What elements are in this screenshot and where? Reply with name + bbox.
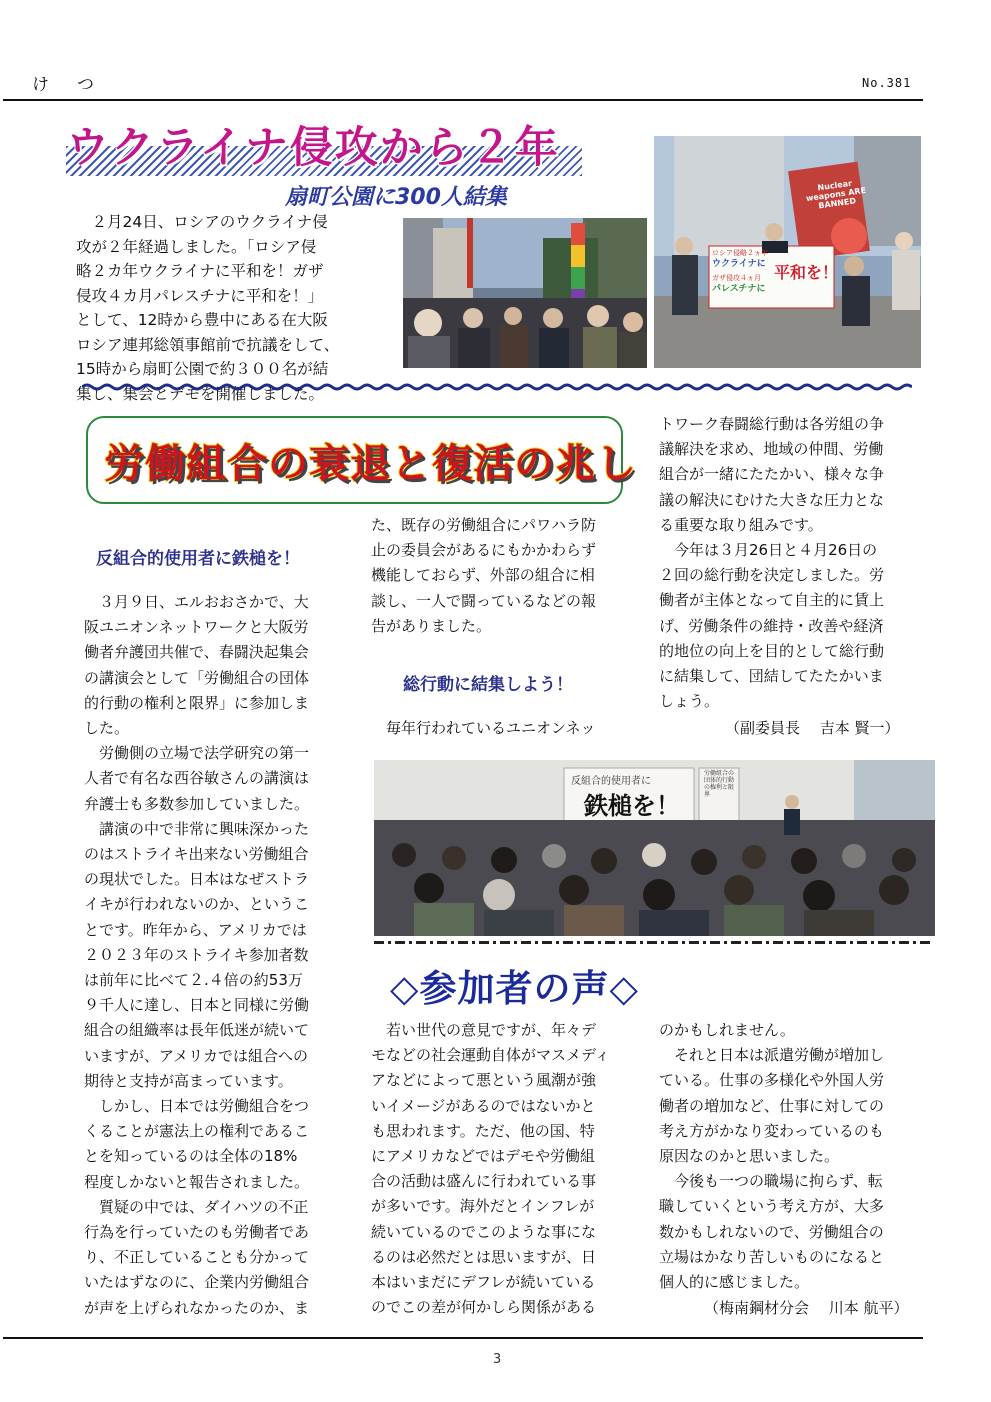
article3-title: ◇参加者の声◇ [390,967,639,1010]
article2-subheading1: 反組合的使用者に鉄槌を！ [96,549,300,569]
newsletter-name: けつ [32,75,122,95]
article2-signature: （副委員長 吉本 賢一） [725,719,900,737]
article2-column2-cont: 毎年行われているユニオンネッ [371,719,596,737]
banner-line2: ウクライナに [712,259,766,269]
page-number: 3 [493,1352,502,1367]
footer-rule [3,1337,923,1339]
banner-line3: ガザ侵攻４ヵ月 [712,274,761,282]
meeting-banner-line2: 鉄槌を！ [584,791,680,820]
meeting-photo [374,760,935,936]
article2-column1: ３月９日、エルおおさかで、大 阪ユニオンネットワークと大阪労 働者弁護団共催で、春闘決起集会 の講演会として「労働組合の団体 的行動の権利と限界」に参加しま した。 労働側の立場で法学研究の第一 人者で有名な西谷敏さんの講演は 弁護士も多数参加していました。 講演の中で非常に興味深かった のはストライキ出来ない労働組合 の現状でした。日本はなぜストラ イキが行われないのか、というこ とです。昨年から、アメリカでは ２０２３年のストライキ参加者数 は前年に比べて２.４倍の約53万 ９千人に達し、日本と同様に労働 組合の組織率は長年低迷が続いて いますが、アメリカでは組合への 期待と支持が高まっています。 しかし、日本では労働組合をつ くることが憲法上の権利であるこ とを知っているのは全体の18% 程度しかないと報告されました。 質疑の中では、ダイハツの不正 行為を行っていたのも労働者であ り、不正していることも分かって いたはずなのに、企業内労働組合 が声を上げられなかったのか、ま [84,593,310,1317]
wave-divider [82,383,912,391]
article3-column1: 若い世代の意見ですが、年々デ モなどの社会運動自体がマスメディ アなどによって悪という風潮が強 いイメージがあるのではないかと も思われます。ただ、他の国、特 にアメリカなどではデモや労働組 合の活動は盛んに行われている事 が多いです。海外だとインフレが 続いているのでこのような事にな るのは必然だとは思いますが、日 本はいまだにデフレが続いている のでこの差が何かしら関係がある [371,1021,610,1317]
article2-column3: トワーク春闘総行動は各労組の争 議解決を求め、地域の仲間、労働 組合が一緒にたたかい、様々な争 議の解決にむけた大きな圧力とな る重要な取り組みです。 今年は３月26日と４月26日の ２回の総行動を決定しました。労 働者が主体となって自主的に賃上 げ、労働条件の維持・改善や経済 的地位の向上を目的として総行動 に結集して、団結してたたかいま しょう。 [659,415,885,711]
article2-headline: 労働組合の衰退と復活の兆し [104,441,637,487]
banner-line5: 平和を！ [774,263,839,282]
dash-dot-divider [374,941,934,944]
banner-line4: パレスチナに [712,284,766,294]
nuclear-sign-text: Nuclear weapons ARE BANNED [805,178,867,211]
issue-number: No.381 [862,76,912,90]
article1-title: ウクライナ侵攻から２年 [66,123,560,173]
banner-line1: ロシア侵略２ヵ年 [712,249,768,257]
march-photo [403,218,647,368]
article3-column2: のかもしれません。 それと日本は派遣労働が増加し ている。仕事の多様化や外国人労 働者の増加など、仕事に対しての 考え方がかなり変わっているのも 原因なのかと思いました。 今後も一つの職場に拘らず、転 職していくという考え方が、大多 数かもしれないので、労働組合の 立場はかなり苦しいものになると 個人的に感じました。 [659,1021,885,1292]
meeting-side-banner: 労働組合の団体的行動の権利と限界 [704,770,735,798]
banner-photo [654,136,921,368]
article1-subtitle: 扇町公園に300人結集 [285,185,507,210]
article2-column2: た、既存の労働組合にパワハラ防 止の委員会があるにもかかわらず 機能しておらず、外部の組合に相 談し、一人で闘っているなどの報 告がありました。 [371,516,597,635]
meeting-banner-line1: 反組合的使用者に [571,776,651,787]
article3-signature: （梅南鋼材分会 川本 航平） [704,1299,909,1317]
article2-subheading2: 総行動に結集しよう！ [403,675,573,695]
article1-body: ２月24日、ロシアのウクライナ侵 攻が２年経過しました。「ロシア侵 略２カ年ウクライナに平和を！ガザ 侵攻４カ月パレスチナに平和を！」 として、12時から豊中にある在大阪 ロシア連邦総領事館前で抗議をして、 15時から扇町公園で約３００名が結 集し、集会とデモを開催しました。 [76,213,340,403]
header-rule [3,99,923,101]
